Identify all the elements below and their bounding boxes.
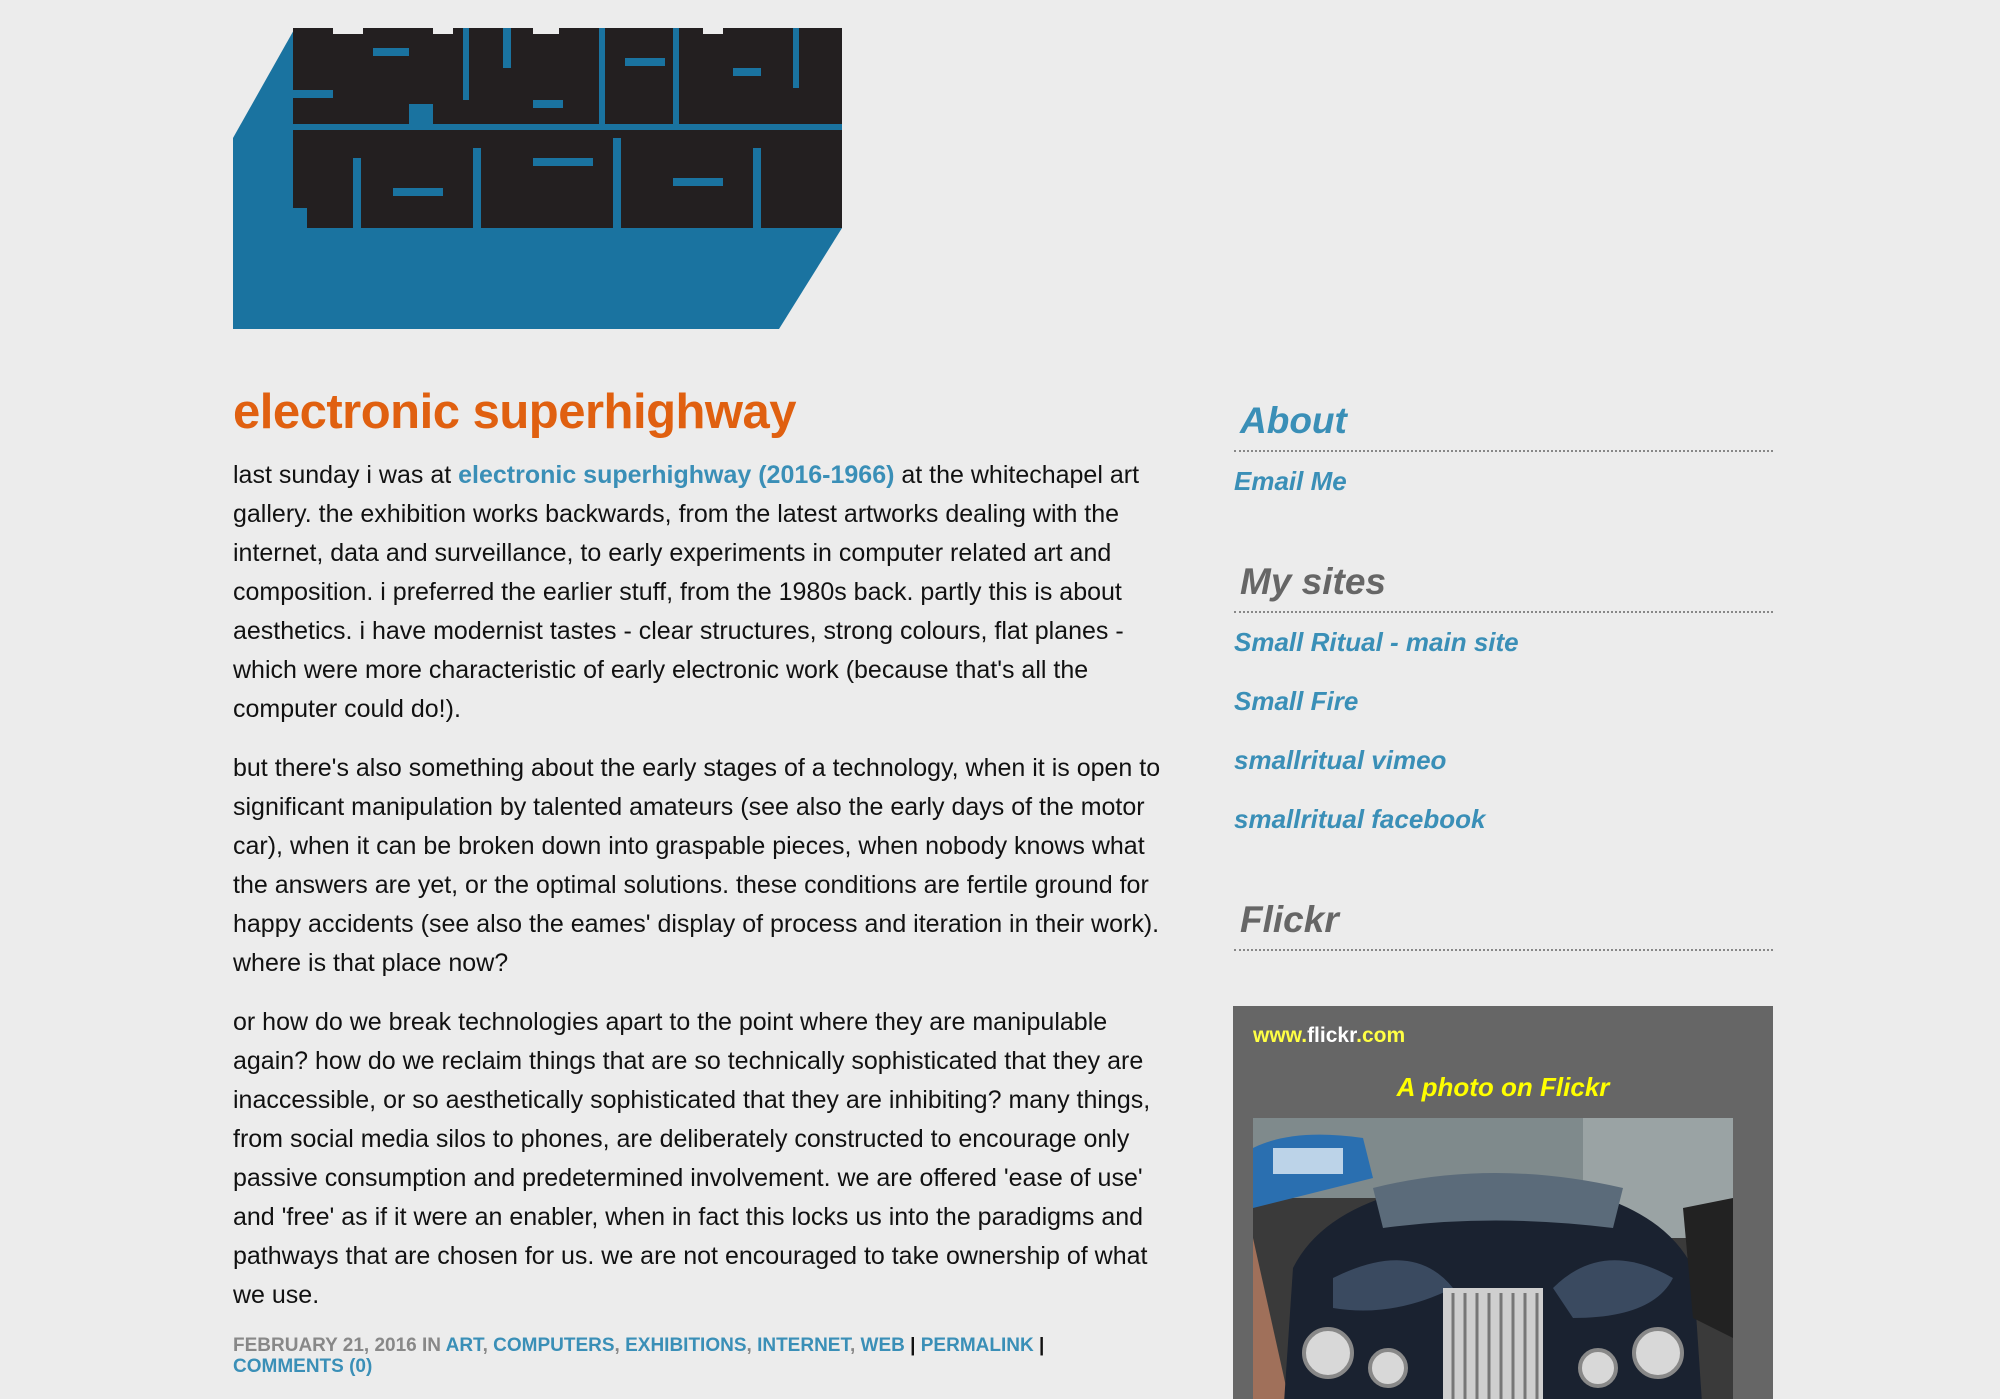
- list-item: [1234, 731, 1773, 790]
- list-item: [1234, 672, 1773, 731]
- post-paragraph: but there's also something about the early stages of a technology, when it is open to significant manipulation by talented amateurs (see also the early days of the motor car), when it can be broken down into graspable pieces, when nobody knows what the answers are yet, or the optimal solutions. these conditions are fertile ground for happy accidents (see also the eames' display of process and iteration in their work). where is that place now?: [233, 754, 1161, 977]
- post-in-label: IN: [422, 1335, 442, 1356]
- post-title[interactable]: electronic superhighway: [233, 385, 797, 439]
- flickr-heading: Flickr: [1234, 889, 1773, 951]
- main-content: [233, 380, 1173, 1377]
- category-link-internet[interactable]: INTERNET: [757, 1335, 850, 1356]
- meta-separator: |: [910, 1335, 916, 1356]
- meta-separator: |: [1038, 1335, 1045, 1356]
- category-link-art[interactable]: ART: [445, 1335, 483, 1356]
- flickr-badge: [1233, 1006, 1773, 1399]
- about-section: [1234, 390, 1773, 511]
- site-link-small-fire[interactable]: Small Fire: [1234, 686, 1359, 716]
- category-link-web[interactable]: WEB: [860, 1335, 905, 1356]
- paragraph-text: at the whitechapel art gallery. the exhibition works backwards, from the latest artworks dealing with the internet, data and surveillance, to early experiments in computer related art and composition. i preferred the earlier stuff, from the 1980s back. partly this is about aesthetics. i have modernist tastes - clear structures, strong colours, flat planes - which were more characteristic of early electronic work (because that's all the computer could do!).: [233, 461, 1140, 723]
- list-item: [1234, 613, 1773, 672]
- exhibition-link[interactable]: electronic superhighway (2016-1966): [458, 461, 895, 489]
- site-link-facebook[interactable]: smallritual facebook: [1234, 804, 1486, 834]
- post-date: FEBRUARY 21, 2016: [233, 1335, 417, 1356]
- site-logo[interactable]: [233, 28, 842, 329]
- post-meta: FEBRUARY 21, 2016 IN ART, COMPUTERS, EXHIBITIONS, INTERNET, WEB | PERMALINK | COMMENTS (0): [233, 1335, 1045, 1377]
- site-link-vimeo[interactable]: smallritual vimeo: [1234, 745, 1447, 775]
- logo-graphic: [233, 28, 842, 329]
- about-heading[interactable]: About: [1234, 390, 1773, 452]
- flickr-url-brand: flickr: [1307, 1024, 1357, 1047]
- car-photo-image: [1253, 1118, 1733, 1399]
- post-paragraph: or how do we break technologies apart to the point where they are manipulable again? how do we reclaim things that are so technically sophisticated that they are inaccessible, or so aesthetically sophisticated that they are inhibiting? many things, from social media silos to phones, are deliberately constructed to encourage only passive consumption and predetermined involvement. we are offered 'ease of use' and 'free' as if it were an enabler, when in fact this locks us into the paradigms and pathways that are chosen for us. we are not encouraged to take ownership of what we use.: [233, 1008, 1151, 1309]
- about-links: [1234, 452, 1773, 511]
- category-link-exhibitions[interactable]: EXHIBITIONS: [625, 1335, 747, 1356]
- site-link-main[interactable]: Small Ritual - main site: [1234, 627, 1519, 657]
- my-sites-heading: My sites: [1234, 551, 1773, 613]
- flickr-url-link[interactable]: [1253, 1024, 1405, 1048]
- flickr-section: [1234, 889, 1773, 951]
- permalink-link[interactable]: PERMALINK: [920, 1335, 1034, 1356]
- list-item: [1234, 790, 1773, 849]
- flickr-url-suffix: .com: [1356, 1024, 1406, 1047]
- flickr-caption: A photo on Flickr: [1396, 1072, 1610, 1102]
- list-item: [1234, 452, 1773, 511]
- comments-link[interactable]: COMMENTS (0): [233, 1356, 373, 1377]
- flickr-url-prefix: www.: [1253, 1024, 1308, 1047]
- category-link-computers[interactable]: COMPUTERS: [493, 1335, 615, 1356]
- post-paragraph: [233, 456, 1173, 729]
- flickr-photo[interactable]: [1253, 1118, 1733, 1399]
- my-sites-section: [1234, 551, 1773, 849]
- my-sites-links: [1234, 613, 1773, 849]
- email-me-link[interactable]: Email Me: [1234, 466, 1347, 496]
- paragraph-text: last sunday i was at: [233, 461, 459, 489]
- post-body: [233, 456, 1173, 1315]
- sidebar: [1234, 390, 1773, 991]
